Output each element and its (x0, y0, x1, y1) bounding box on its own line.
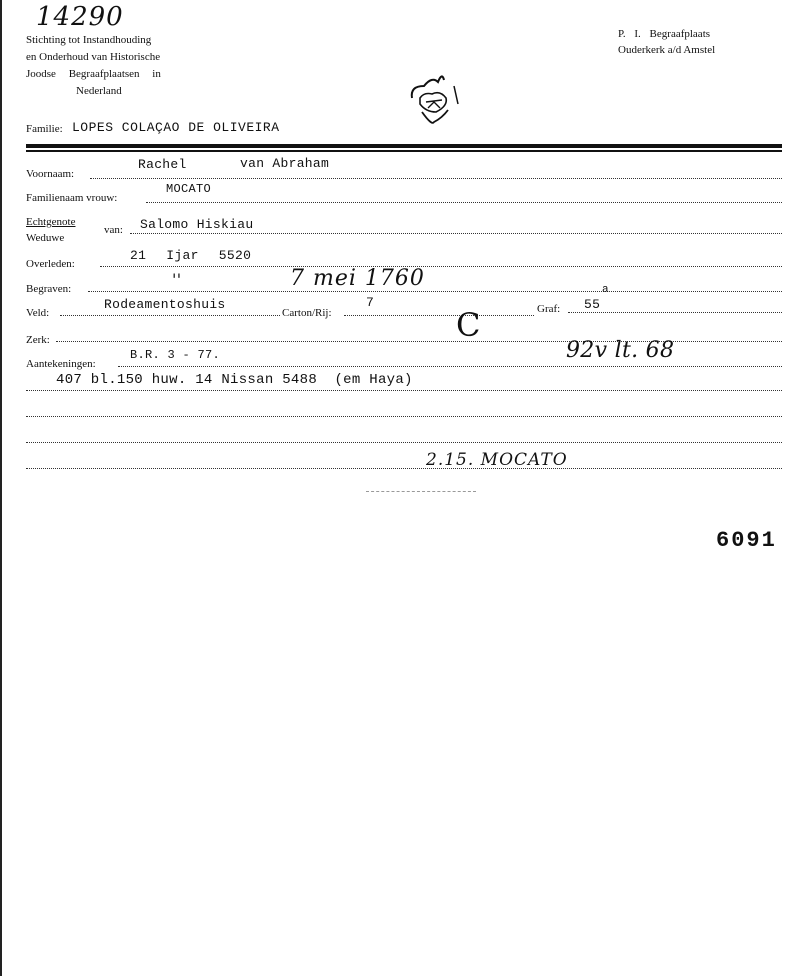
familienaam-vrouw-value: MOCATO (166, 182, 212, 196)
begraven-label: Begraven: (26, 283, 72, 295)
overleden-value: 21 Ijar 5520 (130, 248, 252, 263)
aantekeningen-value: B.R. 3 - 77. (130, 348, 221, 362)
foundation-line-3: Joodse Begraafplaatsen in (26, 68, 161, 80)
foundation-line-4: Nederland (76, 85, 122, 97)
smudge-mark (366, 490, 476, 492)
emblem-logo (402, 68, 468, 130)
blank-line-3 (26, 468, 782, 469)
stamp-number: 6091 (716, 528, 777, 553)
carton-value: 7 (366, 295, 375, 310)
foundation-header (26, 32, 161, 100)
cemetery-header (618, 26, 715, 58)
header-rule-thick (26, 144, 782, 148)
graf-value: 55 (584, 297, 601, 312)
echtgenote-label: Echtgenote (26, 216, 76, 228)
graf-suffix: a (602, 284, 609, 296)
voornaam-value: Rachel (138, 157, 187, 172)
familie-value: LOPES COLAÇAO DE OLIVEIRA (72, 120, 280, 135)
card-number-handwritten: 14290 (36, 2, 124, 32)
familie-label: Familie: (26, 123, 63, 135)
foundation-line-2: en Onderhoud van Historische (26, 51, 161, 63)
voornaam-label: Voornaam: (26, 168, 75, 180)
overleden-label: Overleden: (26, 258, 75, 270)
aantekeningen-line (118, 366, 782, 367)
veld-label: Veld: (26, 307, 50, 319)
cemetery-line-1: P. I. Begraafplaats (618, 28, 711, 40)
overleden-line (100, 266, 782, 267)
weduwe-label: Weduwe (26, 232, 65, 244)
veld-value: Rodeamentoshuis (104, 297, 226, 312)
begraven-ditto: '' (172, 270, 182, 289)
left-border (0, 0, 2, 976)
aantekeningen-handwritten: 92v lt. 68 (566, 338, 675, 363)
familienaam-vrouw-line (146, 202, 782, 203)
carton-line (344, 315, 534, 316)
veld-line (60, 315, 280, 316)
voornaam-line (90, 178, 782, 179)
van-label: van: (104, 224, 123, 236)
foundation-line-1: Stichting tot Instandhouding (26, 34, 152, 46)
cemetery-line-2: Ouderkerk a/d Amstel (618, 44, 716, 56)
graf-label: Graf: (537, 303, 561, 315)
zerk-handwritten: C (456, 306, 481, 344)
begraven-line (88, 291, 782, 292)
echtgenote-line (130, 233, 782, 234)
graf-line (568, 312, 782, 313)
header-rule-thin (26, 150, 782, 152)
blank-line-2 (26, 442, 782, 443)
begraven-handwritten: 7 mei 1760 (290, 266, 425, 291)
carton-label: Carton/Rij: (282, 307, 332, 319)
echtgenote-value: Salomo Hiskiau (140, 217, 254, 232)
aantekeningen-label: Aantekeningen: (26, 358, 96, 370)
zerk-label: Zerk: (26, 334, 50, 346)
note-line-rule (26, 390, 782, 391)
bottom-handwritten: 2.15. MOCATO (426, 450, 568, 470)
familienaam-vrouw-label: Familienaam vrouw: (26, 192, 118, 204)
voornaam-father: van Abraham (240, 156, 330, 171)
note-line: 407 bl.150 huw. 14 Nissan 5488 (em Haya) (56, 372, 413, 388)
blank-line-1 (26, 416, 782, 417)
